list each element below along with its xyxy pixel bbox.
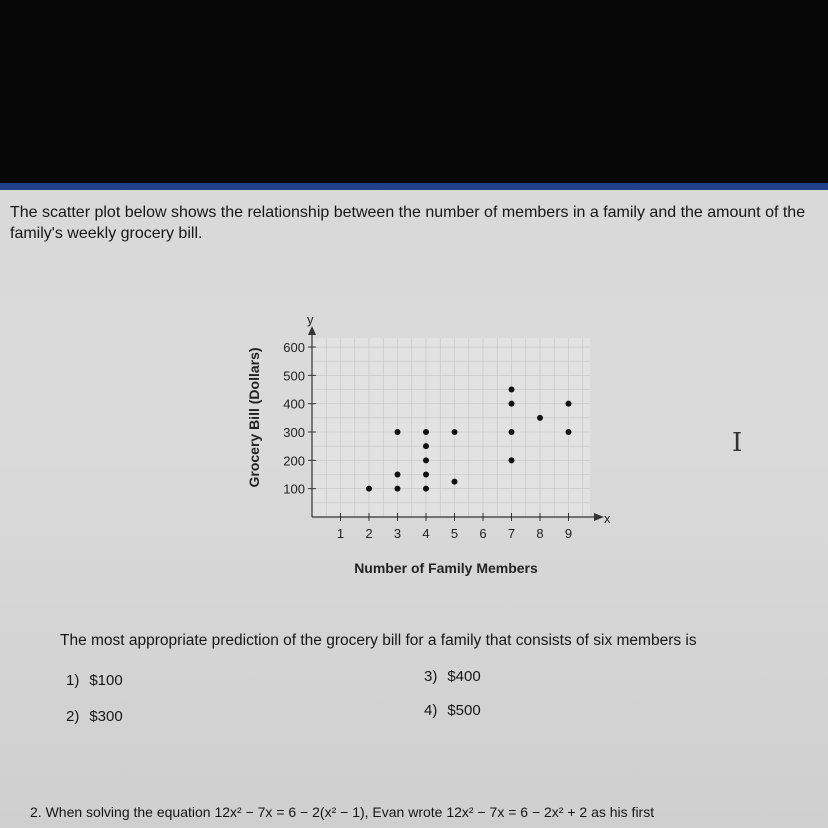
y-tick-label: 100 [283, 481, 305, 497]
y-tick-label: 300 [283, 425, 305, 441]
y-tick-label: 500 [283, 368, 305, 384]
plot-area [312, 338, 590, 517]
x-tick-label: 8 [536, 526, 544, 541]
x-axis-arrow-icon [594, 513, 604, 521]
data-point [366, 486, 372, 492]
y-axis-label: Grocery Bill (Dollars) [246, 347, 262, 488]
data-point [566, 401, 572, 407]
scatter-plot [0, 190, 828, 610]
data-point [395, 486, 401, 492]
answer-choice-4[interactable] [424, 702, 481, 719]
screen-bezel [0, 0, 828, 185]
question-text: The most appropriate prediction of the grocery bill for a family that consists of six members is [60, 632, 697, 649]
choice-number: 1) [66, 672, 80, 689]
y-tick-label: 600 [283, 340, 305, 356]
data-point [452, 479, 458, 485]
data-point [423, 457, 429, 463]
y-axis-symbol: y [307, 312, 314, 327]
choice-number: 3) [424, 668, 438, 685]
answer-choice-3[interactable] [424, 668, 481, 685]
data-point [423, 472, 429, 478]
data-point [509, 401, 515, 407]
x-tick-label: 1 [336, 526, 345, 541]
problem-intro-text: The scatter plot below shows the relationship between the number of members in a family and the amount of the family's weekly grocery bill. [10, 204, 806, 242]
data-point [395, 429, 401, 435]
x-tick-label: 2 [365, 526, 373, 541]
choice-value: $300 [89, 708, 123, 725]
x-tick-label: 6 [479, 526, 487, 541]
data-point [423, 443, 429, 449]
x-tick-label: 5 [450, 526, 459, 541]
x-tick-label: 9 [564, 526, 573, 541]
data-point [566, 429, 572, 435]
data-point [395, 472, 401, 478]
y-tick-label: 200 [283, 453, 305, 469]
choice-value: $100 [89, 672, 123, 689]
data-point [509, 387, 515, 393]
y-tick-label: 400 [283, 396, 305, 412]
data-point [423, 429, 429, 435]
x-tick-label: 7 [507, 526, 516, 541]
answer-choice-2[interactable] [66, 708, 123, 725]
answer-choice-1[interactable] [66, 672, 123, 689]
text-cursor-icon: I [732, 428, 743, 458]
next-question-text: 2. When solving the equation 12x² − 7x = 6 − 2(x² − 1), Evan wrote 12x² − 7x = 6 − 2x² + 2 as his first [30, 804, 655, 820]
x-tick-label: 4 [422, 526, 430, 541]
data-point [509, 457, 515, 463]
choice-number: 4) [424, 702, 438, 719]
x-tick-label: 3 [393, 526, 402, 541]
x-axis-label: Number of Family Members [354, 560, 538, 576]
data-point [452, 429, 458, 435]
choice-value: $400 [447, 668, 481, 685]
x-axis-symbol: x [604, 511, 611, 526]
y-axis-arrow-icon [308, 326, 316, 335]
choice-number: 2) [66, 708, 80, 725]
choice-value: $500 [447, 702, 481, 719]
document-page [0, 190, 828, 828]
data-point [423, 486, 429, 492]
data-point [509, 429, 515, 435]
data-point [537, 415, 543, 421]
